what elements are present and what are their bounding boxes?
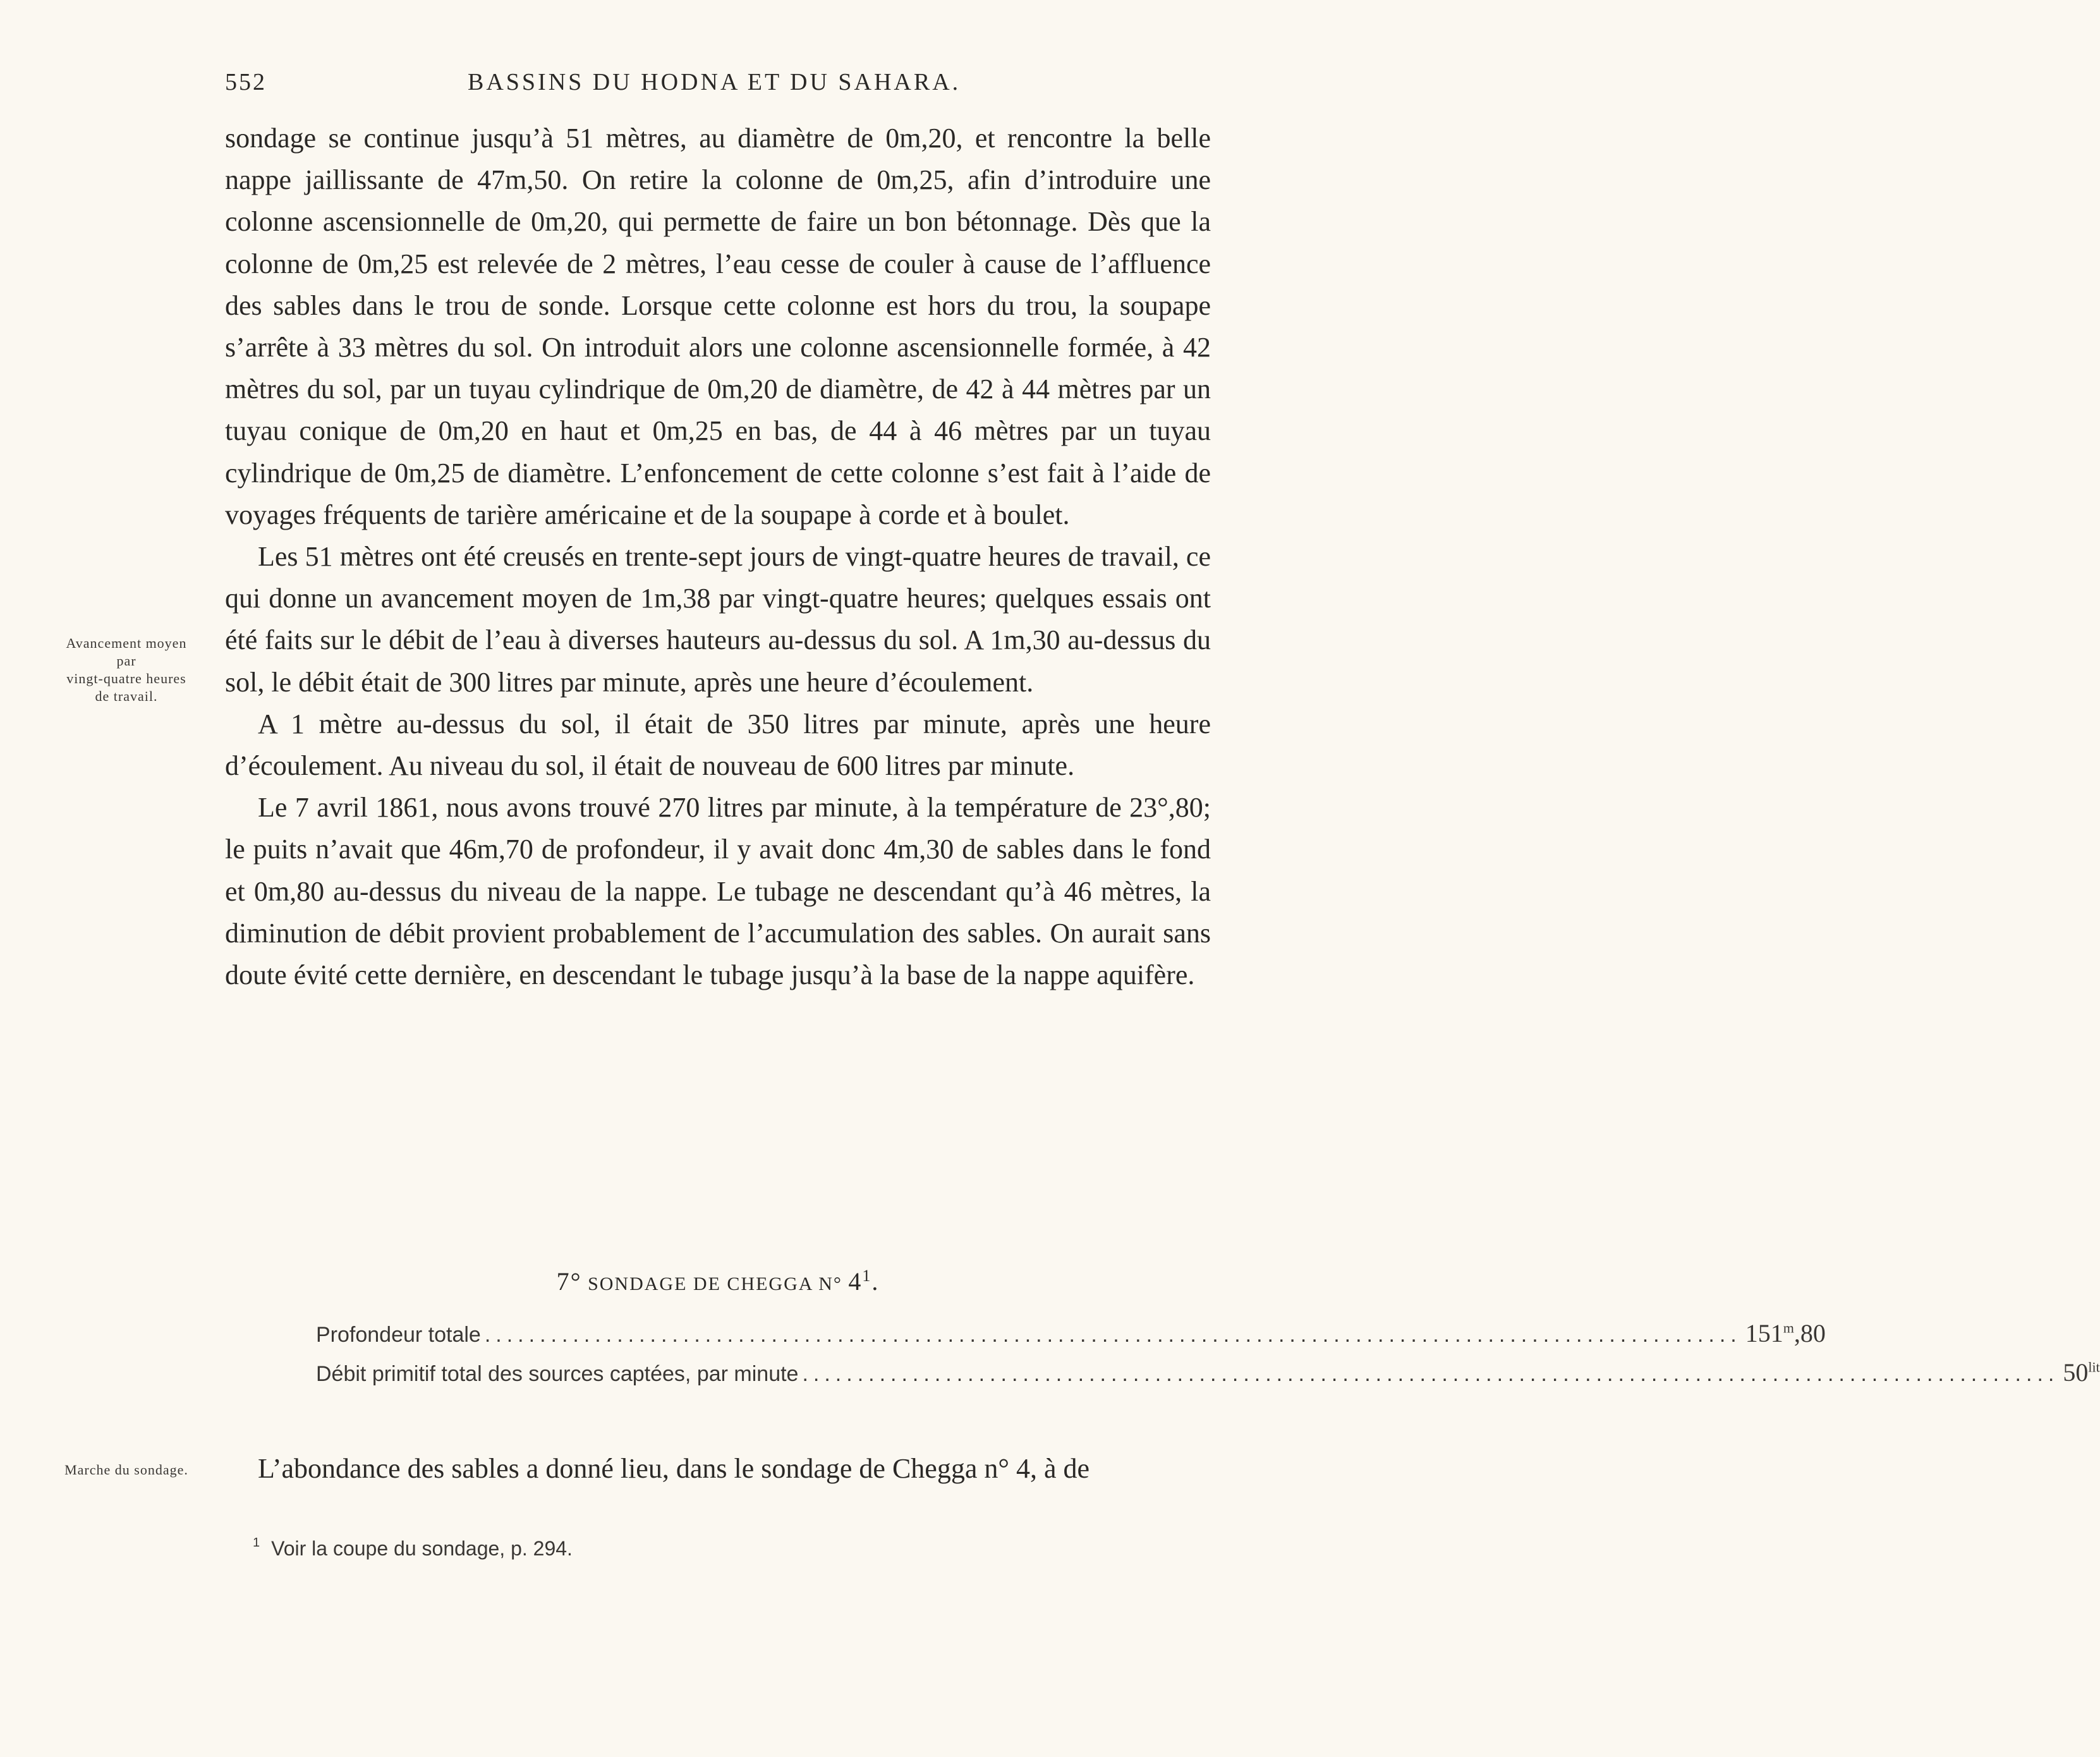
section-heading: [225, 1267, 1211, 1296]
paragraph-avril-1861: Le 7 avril 1861, nous avons trouvé 270 litres par minute, à la température de 23°,80; le puits n’avait que 46m,70 de profondeur, il y avait donc 4m,30 de sables dans le fond et 0m,80 au-dessus du niveau de la nappe. Le tubage ne descendant qu’à 46 mètres, la diminution de débit provient probablement de l’accumulation des sables. On aurait sans doute évité cette dernière, en descendant le tubage jusqu’à la base de la nappe aquifère.: [225, 792, 1211, 991]
margin-note-line: par: [116, 653, 137, 669]
row-label: Profondeur totale: [316, 1323, 481, 1347]
margin-note-avancement: [38, 635, 215, 705]
value-decimal: ,80: [1793, 1319, 1826, 1347]
footnote-text: Voir la coupe du sondage, p. 294.: [271, 1537, 573, 1560]
margin-note-line: Marche du sondage.: [64, 1462, 188, 1478]
footnote-mark: 1: [253, 1536, 260, 1550]
margin-note-line: vingt-quatre heures: [66, 671, 186, 686]
running-title: BASSINS DU HODNA ET DU SAHARA.: [468, 69, 961, 95]
value-number: 151: [1745, 1319, 1783, 1347]
margin-note-marche: [38, 1461, 215, 1479]
table-row: [316, 1318, 1826, 1350]
footnote: [253, 1536, 573, 1560]
row-value: [2063, 1358, 2099, 1387]
leader-dots: ..................................................................................................................: [802, 1362, 2060, 1386]
section-number: 7°: [556, 1267, 582, 1296]
row-value: [1745, 1318, 1826, 1348]
body-text: [225, 118, 1211, 996]
paragraph-avancement: Les 51 mètres ont été creusés en trente-sept jours de vingt-quatre heures de travail, ce qui donne un avancement moyen de 1m,38 par vingt-quatre heures; quelques essais ont été faits sur le débit de l’eau à diverses hauteurs au-dessus du sol. A 1m,30 au-dessus du sol, le débit était de 300 litres par minute, après une heure d’écoulement.: [225, 541, 1211, 698]
value-unit: m: [1783, 1320, 1794, 1336]
section-title: SONDAGE DE CHEGGA N°: [588, 1274, 842, 1294]
margin-note-line: de travail.: [95, 688, 158, 704]
page-number: 552: [225, 69, 267, 95]
section-footnote-ref: 1: [862, 1267, 872, 1285]
value-unit: lit: [2088, 1359, 2100, 1375]
paragraph-abondance-start: L’abondance des sables a donné lieu, dans le sondage de Chegga n° 4, à de: [258, 1453, 1090, 1484]
row-label: Débit primitif total des sources captées, par minute: [316, 1362, 799, 1386]
paragraph-debit-sol: A 1 mètre au-dessus du sol, il était de 350 litres par minute, après une heure d’écoulement. Au niveau du sol, il était de nouveau de 600 litres par minute.: [225, 708, 1211, 782]
section-end-mark: .: [871, 1267, 880, 1296]
running-head: [225, 68, 1211, 100]
section-title-number: 4: [848, 1267, 863, 1296]
margin-note-line: Avancement moyen: [66, 635, 187, 651]
value-number: 50: [2063, 1358, 2089, 1387]
paragraph-continuation: sondage se continue jusqu’à 51 mètres, au diamètre de 0m,20, et rencontre la belle nappe jaillissante de 47m,50. On retire la colonne de 0m,25, afin d’introduire une colonne ascensionnelle de 0m,20, qui permette de faire un bon bétonnage. Dès que la colonne de 0m,25 est relevée de 2 mètres, l’eau cesse de couler à cause de l’affluence des sables dans le trou de sonde. Lorsque cette colonne est hors du trou, la soupape s’arrête à 33 mètres du sol. On introduit alors une colonne ascensionnelle formée, à 42 mètres du sol, par un tuyau cylindrique de 0m,20 de diamètre, de 42 à 44 mètres par un tuyau conique de 0m,20 en haut et 0m,25 en bas, de 44 à 46 mètres par un tuyau cylindrique de 0m,25 de diamètre. L’enfoncement de cette colonne s’est fait à l’aide de voyages fréquents de tarière américaine et de la soupape à corde et à boulet.: [225, 123, 1211, 530]
table-row: [316, 1358, 2100, 1389]
leader-dots: ..................................................................................................................: [484, 1323, 1742, 1347]
